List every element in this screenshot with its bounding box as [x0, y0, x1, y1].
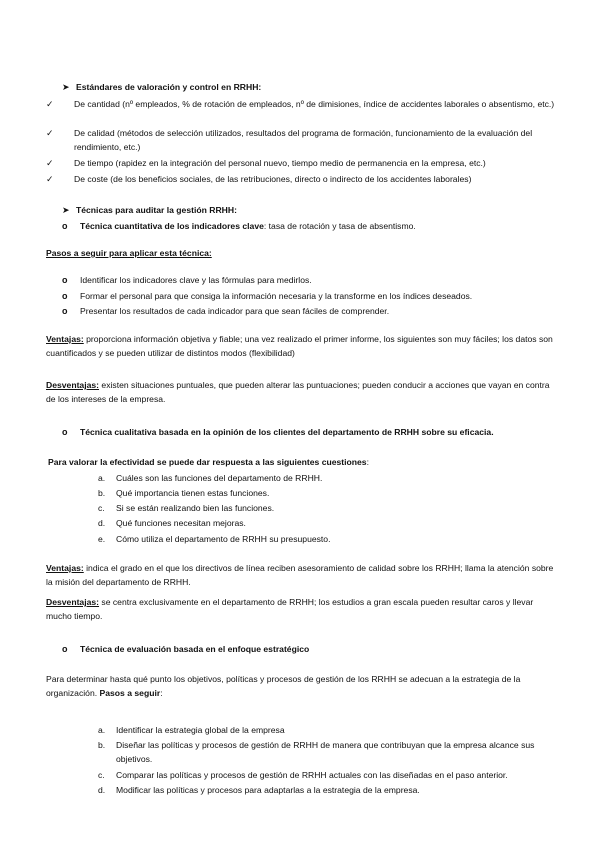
desventajas1-text: existen situaciones puntuales, que pueden alterar las puntuaciones; pueden conducir a acciones que vayan en contra de los intereses de la empresa. — [46, 380, 550, 404]
desventajas2-paragraph — [46, 595, 556, 623]
circle-bullet-icon: o — [62, 644, 68, 654]
tecnica2-title: Técnica cualitativa basada en la opinión de los clientes del departamento de RRHH sobre su eficacia. — [80, 427, 494, 437]
ventajas2-paragraph — [46, 561, 556, 589]
pasos-title: Pasos a seguir para aplicar esta técnica: — [46, 248, 212, 258]
determinar-bold: Pasos a seguir — [99, 688, 161, 698]
paso-item-text: Formar el personal para que consiga la información necesaria y la transforme en los índices deseados. — [80, 291, 473, 301]
paso3-text: Comparar las políticas y procesos de gestión de RRHH actuales con las diseñadas en el paso anterior. — [116, 770, 508, 780]
circle-bullet-icon: o — [62, 427, 68, 437]
desventajas2-label: Desventajas: — [46, 597, 100, 607]
estandar-item-text: De calidad (métodos de selección utilizados, resultados del programa de formación, funcionamiento de la evaluación del rendimiento, etc.) — [74, 128, 533, 152]
paso-item-text: Presentar los resultados de cada indicador para que sean fáciles de comprender. — [80, 306, 390, 316]
paso3-letter: b. — [98, 740, 106, 750]
determinar-colon: : — [160, 688, 163, 698]
tecnica3-title: Técnica de evaluación basada en el enfoque estratégico — [80, 644, 310, 654]
circle-bullet-icon: o — [62, 221, 68, 231]
check-bullet-icon: ✓ — [46, 128, 54, 138]
paso3-text: Modificar las políticas y procesos para adaptarlas a la estrategia de la empresa. — [116, 785, 420, 795]
valorar-colon: : — [366, 457, 369, 467]
cuestion-letter: d. — [98, 518, 106, 528]
cuestion-text: Qué importancia tienen estas funciones. — [116, 488, 270, 498]
paso3-letter: d. — [98, 785, 106, 795]
cuestion-letter: c. — [98, 503, 105, 513]
ventajas2-text: indica el grado en el que los directivos de línea reciben asesoramiento de calidad sobre los RRHH; llama la atención sobre la misión del departamento de RRHH. — [46, 563, 554, 587]
determinar-text: Para determinar hasta qué punto los objetivos, políticas y procesos de gestión de los RRHH se adecuan a la estrategia de la organización. — [46, 674, 521, 698]
desventajas2-text: se centra exclusivamente en el departamento de RRHH; los estudios a gran escala pueden resultar caros y llevar mucho tiempo. — [46, 597, 534, 621]
tecnica1-line — [80, 219, 416, 233]
arrow-bullet-icon: ➤ — [62, 205, 70, 215]
valorar-title: Para valorar la efectividad se puede dar respuesta a las siguientes cuestiones — [48, 457, 367, 467]
tecnicas-heading: Técnicas para auditar la gestión RRHH: — [76, 205, 237, 215]
check-bullet-icon: ✓ — [46, 174, 54, 184]
tecnica1-title: Técnica cuantitativa de los indicadores clave — [80, 221, 264, 231]
ventajas1-text: proporciona información objetiva y fiable; una vez realizado el primer informe, los siguientes son muy fáciles; los datos son cuantificados y se pueden utilizar de distintos modos (flexibilidad) — [46, 334, 553, 358]
check-bullet-icon: ✓ — [46, 99, 54, 109]
check-bullet-icon: ✓ — [46, 158, 54, 168]
estandares-heading: Estándares de valoración y control en RRHH: — [76, 82, 262, 92]
circle-bullet-icon: o — [62, 291, 68, 301]
cuestion-letter: e. — [98, 534, 106, 544]
ventajas2-label: Ventajas: — [46, 563, 84, 573]
cuestion-letter: a. — [98, 473, 106, 483]
paso-item-text: Identificar los indicadores clave y las fórmulas para medirlos. — [80, 275, 312, 285]
estandar-item-text: De tiempo (rapidez en la integración del personal nuevo, tiempo medio de permanencia en la empresa, etc.) — [74, 158, 486, 168]
cuestion-text: Qué funciones necesitan mejoras. — [116, 518, 246, 528]
desventajas1-paragraph — [46, 378, 556, 406]
ventajas1-label: Ventajas: — [46, 334, 84, 344]
estandar-item-text: De cantidad (nº empleados, % de rotación de empleados, nº de dimisiones, índice de accidentes laborales o absentismo, etc.) — [74, 99, 555, 109]
determinar-paragraph — [46, 672, 556, 700]
paso3-letter: c. — [98, 770, 105, 780]
paso3-text: Diseñar las políticas y procesos de gestión de RRHH de manera que contribuyan que la empresa alcance sus objetivos. — [116, 740, 535, 764]
paso3-text: Identificar la estrategia global de la empresa — [116, 725, 285, 735]
estandar-item-text: De coste (de los beneficios sociales, de las retribuciones, directo o indirecto de los accidentes laborales) — [74, 174, 472, 184]
tecnica1-desc: : tasa de rotación y tasa de absentismo. — [263, 221, 416, 231]
paso3-letter: a. — [98, 725, 106, 735]
desventajas1-label: Desventajas: — [46, 380, 100, 390]
valorar-paragraph — [48, 455, 558, 469]
cuestion-text: Cómo utiliza el departamento de RRHH su presupuesto. — [116, 534, 331, 544]
arrow-bullet-icon: ➤ — [62, 82, 70, 92]
cuestion-text: Si se están realizando bien las funciones. — [116, 503, 275, 513]
circle-bullet-icon: o — [62, 275, 68, 285]
circle-bullet-icon: o — [62, 306, 68, 316]
ventajas1-paragraph — [46, 332, 556, 360]
cuestion-text: Cuáles son las funciones del departamento de RRHH. — [116, 473, 323, 483]
cuestion-letter: b. — [98, 488, 106, 498]
